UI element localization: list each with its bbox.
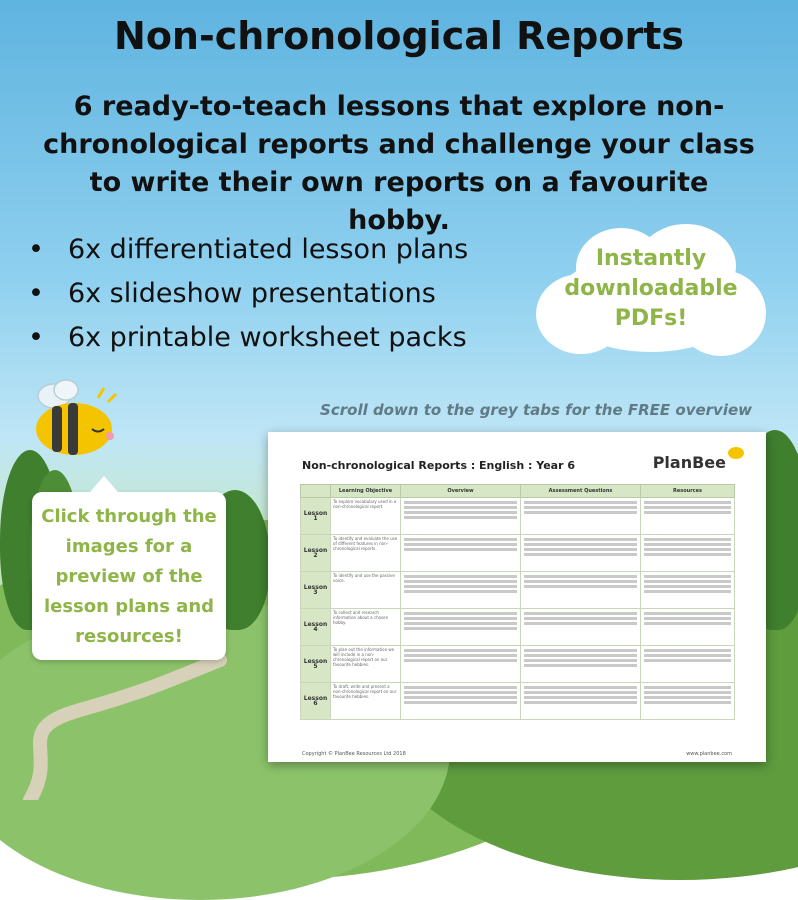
lesson-objective: To explore vocabulary used in a non-chronological report. [331,498,401,535]
column-header: Overview [401,485,521,498]
lesson-label: Lesson 1 [301,498,331,535]
lesson-label: Lesson 2 [301,535,331,572]
lesson-objective: To identify and use the passive voice. [331,572,401,609]
table-row [301,609,735,646]
callout-line: lesson plans and [43,596,215,617]
page-title: Non-chronological Reports [114,14,684,58]
resources-cell [641,646,735,683]
table-row [301,572,735,609]
website-url: www.planbee.com [686,751,732,757]
subtitle: 6 ready-to-teach lessons that explore non-chronological reports and challenge your class to write their own reports on a favourite hobby. [43,91,755,236]
assessment-cell [521,683,641,720]
download-cloud-badge [536,224,766,366]
cloud-line: downloadable [564,276,738,301]
feature-item: • 6x slideshow presentations [28,272,468,316]
lesson-overview-preview[interactable] [268,432,766,762]
resources-cell [641,535,735,572]
callout-line: Click through the [41,506,217,527]
table-row [301,683,735,720]
lesson-label: Lesson 6 [301,683,331,720]
cloud-line: PDFs! [614,306,688,331]
table-row [301,498,735,535]
feature-item: • 6x printable worksheet packs [28,316,468,360]
overview-cell [401,535,521,572]
lesson-label: Lesson 4 [301,609,331,646]
overview-cell [401,498,521,535]
assessment-cell [521,498,641,535]
preview-callout [32,492,226,660]
feature-list [28,228,468,360]
column-header [301,485,331,498]
bee-icon [728,447,744,459]
lesson-objective: To collect and research information about a chosen hobby. [331,609,401,646]
resources-cell [641,572,735,609]
lesson-objective: To draft, write and present a non-chronological report on our favourite hobbies. [331,683,401,720]
column-header: Resources [641,485,735,498]
cloud-text [536,244,766,334]
assessment-cell [521,646,641,683]
scroll-note: Scroll down to the grey tabs for the FREE overview [320,401,752,419]
cloud-line: Instantly [595,246,707,271]
assessment-cell [521,572,641,609]
callout-line: images for a [65,536,193,557]
lesson-label: Lesson 3 [301,572,331,609]
planbee-logo: PlanBee [652,453,726,472]
table-row [301,535,735,572]
overview-cell [401,572,521,609]
bee-icon [24,374,124,464]
overview-cell [401,609,521,646]
doc-title: Non-chronological Reports : English : Year 6 [302,459,575,472]
callout-line: resources! [75,626,183,647]
overview-cell [401,646,521,683]
callout-line: preview of the [55,566,203,587]
garden-path [0,640,250,800]
table-row [301,646,735,683]
lesson-objective: To plan out the information we will include in a non-chronological report on our favourite hobbies. [331,646,401,683]
overview-table [300,484,735,720]
assessment-cell [521,609,641,646]
column-header: Learning Objective [331,485,401,498]
callout-text [38,502,220,652]
resources-cell [641,609,735,646]
overview-cell [401,683,521,720]
feature-item: • 6x differentiated lesson plans [28,228,468,272]
column-header: Assessment Questions [521,485,641,498]
lesson-objective: To identify and evaluate the use of different features in non-chronological reports. [331,535,401,572]
resources-cell [641,683,735,720]
lesson-label: Lesson 5 [301,646,331,683]
copyright-text: Copyright © PlanBee Resources Ltd 2018 [302,751,406,757]
assessment-cell [521,535,641,572]
resources-cell [641,498,735,535]
